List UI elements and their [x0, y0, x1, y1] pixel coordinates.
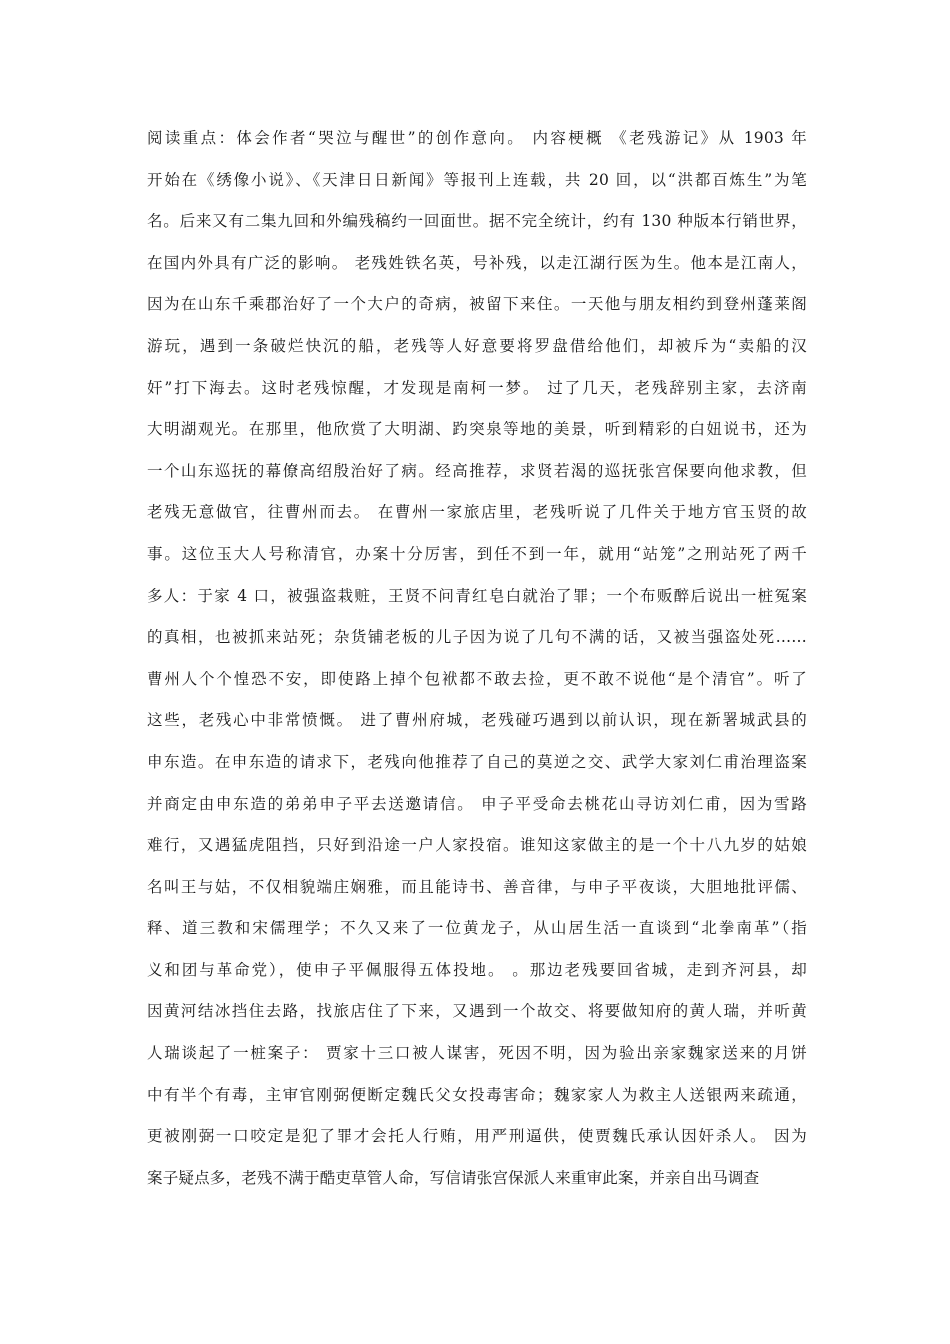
text-line: 事。这位玉大人号称清官，办案十分厉害，到任不到一年，就用“站笼”之刑站死了两千	[147, 544, 807, 563]
text-line: 多人：于家 4 口，被强盗栽赃，王贤不问青红皂白就治了罪；一个布贩醉后说出一桩冤案	[147, 586, 807, 605]
text-line: 游玩，遇到一条破烂快沉的船，老残等人好意要将罗盘借给他们，却被斥为“卖船的汉	[147, 336, 807, 355]
text-line: 一个山东巡抚的幕僚高绍殷治好了病。经高推荐，求贤若渴的巡抚张宫保要向他求教，但	[147, 461, 807, 480]
text-line: 并商定由申东造的弟弟申子平去送邀请信。 申子平受命去桃花山寻访刘仁甫，因为雪路	[147, 794, 807, 813]
text-line: 奸”打下海去。这时老残惊醒，才发现是南柯一梦。 过了几天，老残辞别主家，去济南	[147, 378, 807, 397]
text-line: 难行，又遇猛虎阻挡，只好到沿途一户人家投宿。谁知这家做主的是一个十八九岁的姑娘	[147, 836, 807, 855]
text-line: 曹州人个个惶恐不安，即使路上掉个包袱都不敢去捡，更不敢不说他“是个清官”。听了	[147, 669, 807, 688]
text-line: 因为在山东千乘郡治好了一个大户的奇病，被留下来住。一天他与朋友相约到登州蓬莱阁	[147, 295, 807, 314]
text-line: 老残无意做官，往曹州而去。 在曹州一家旅店里，老残听说了几件关于地方官玉贤的故	[147, 503, 807, 522]
text-line: 义和团与革命党），使申子平佩服得五体投地。 。那边老残要回省城，走到齐河县，却	[147, 960, 807, 979]
text-line: 中有半个有毒，主审官刚弼便断定魏氏父女投毒害命；魏家家人为救主人送银两来疏通，	[147, 1085, 807, 1104]
text-line: 的真相，也被抓来站死；杂货铺老板的儿子因为说了几句不满的话，又被当强盗处死……	[147, 628, 807, 647]
text-line: 大明湖观光。在那里，他欣赏了大明湖、趵突泉等地的美景，听到精彩的白妞说书，还为	[147, 420, 807, 439]
body-text	[147, 118, 807, 1199]
text-line: 人瑞谈起了一桩案子： 贾家十三口被人谋害，死因不明，因为验出亲家魏家送来的月饼	[147, 1044, 807, 1063]
text-line: 更被刚弼一口咬定是犯了罪才会托人行贿，用严刑逼供，使贾魏氏承认因奸杀人。 因为	[147, 1127, 807, 1146]
text-line: 案子疑点多，老残不满于酷吏草管人命，写信请张宫保派人来重审此案，并亲自出马调查	[147, 1168, 760, 1187]
text-line: 因黄河结冰挡住去路，找旅店住了下来，又遇到一个故交、将要做知府的黄人瑞，并听黄	[147, 1002, 807, 1021]
text-line: 释、道三教和宋儒理学；不久又来了一位黄龙子，从山居生活一直谈到“北拳南革”（指	[147, 919, 807, 938]
text-line: 阅读重点：体会作者“哭泣与醒世”的创作意向。 内容梗概 《老残游记》从 1903 年	[147, 129, 807, 147]
text-line: 名叫王与姑，不仅相貌端庄娴雅，而且能诗书、善音律，与申子平夜谈，大胆地批评儒、	[147, 877, 807, 896]
text-line: 开始在《绣像小说》、《天津日日新闻》等报刊上连载，共 20 回，以“洪都百炼生”为笔	[147, 170, 807, 189]
text-line: 在国内外具有广泛的影响。 老残姓铁名英，号补残，以走江湖行医为生。他本是江南人，	[147, 253, 807, 272]
text-line: 申东造。在申东造的请求下，老残向他推荐了自己的莫逆之交、武学大家刘仁甫治理盗案	[147, 752, 807, 771]
text-line: 这些，老残心中非常愤慨。 进了曹州府城，老残碰巧遇到以前认识，现在新署城武县的	[147, 711, 807, 730]
text-line: 名。后来又有二集九回和外编残稿约一回面世。据不完全统计，约有 130 种版本行销世界，	[147, 212, 807, 231]
